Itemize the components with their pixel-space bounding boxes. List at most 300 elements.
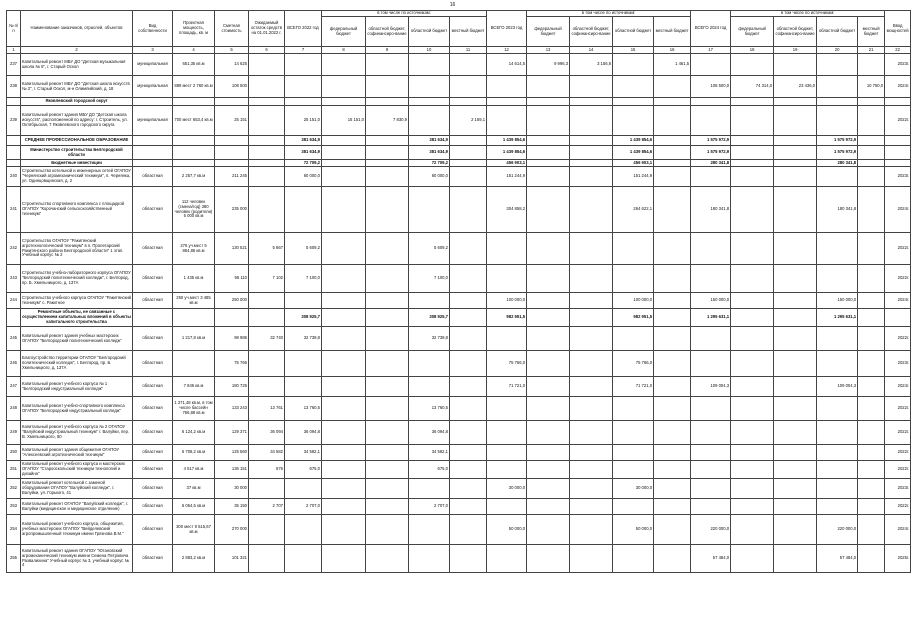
year-cell: 2025г. [885,545,911,573]
amount-cell [731,98,774,106]
amount-cell: 150 000,0 [817,293,858,309]
year-cell: 2023г. [885,351,911,377]
amount-cell [654,545,691,573]
amount-cell [322,309,366,327]
amount-cell [249,377,285,397]
column-number: 9 [366,47,409,54]
amount-cell [731,187,774,233]
amount-cell [249,160,285,167]
amount-cell [570,98,613,106]
amount-cell [322,76,366,98]
section-title: СРЕДНЕЕ ПРОФЕССИОНАЛЬНОЕ ОБРАЗОВАНИЕ [21,136,133,146]
amount-cell [731,293,774,309]
amount-cell [613,106,654,136]
amount-cell: 1 295 631,1 [691,309,731,327]
column-number: 3 [133,47,173,54]
amount-cell [366,76,409,98]
amount-cell [450,545,487,573]
amount-cell [731,499,774,515]
ownership-cell [133,146,173,160]
amount-cell [858,106,885,136]
amount-cell [322,233,366,265]
table-row [7,499,911,515]
amount-cell [322,265,366,293]
header-name: Наименование заказчиков, отраслей, объектов [21,11,133,47]
amount-cell [858,397,885,421]
amount-cell [322,377,366,397]
amount-cell [322,293,366,309]
amount-cell: 23 436,0 [774,76,817,98]
amount-cell [691,499,731,515]
amount-cell [450,461,487,479]
capacity-cell: 889 мест 2 760 кв.м [173,76,215,98]
amount-cell [450,309,487,327]
section-title: Министерство строительства Белгородской области [21,146,133,160]
budget-table [6,10,911,573]
row-number [7,98,21,106]
amount-cell [731,309,774,327]
amount-cell: 25 151 [215,106,249,136]
amount-cell [858,461,885,479]
amount-cell [409,54,450,76]
column-number: 10 [409,47,450,54]
amount-cell [774,327,817,351]
amount-cell [570,106,613,136]
amount-cell [487,98,527,106]
header-local: местный бюджет [654,17,691,47]
capacity-cell: 6 054,5 кв.м [173,499,215,515]
amount-cell [817,499,858,515]
amount-cell: 75 766 [215,351,249,377]
amount-cell: 72 709,2 [285,160,322,167]
amount-cell [487,499,527,515]
amount-cell [691,397,731,421]
capacity-cell [173,160,215,167]
header-group-2024: в том числе по источникам: [731,11,885,17]
amount-cell [570,136,613,146]
amount-cell [858,160,885,167]
amount-cell [817,167,858,187]
amount-cell [450,397,487,421]
amount-cell: 30 000,0 [613,479,654,499]
amount-cell: 95 110 [215,265,249,293]
object-name: Капитальный ремонт ОГАПОУ "Валуйский колледж", г. Валуйки (медицинское и медицинское отделение) [21,499,133,515]
amount-cell [691,167,731,187]
row-number: 245 [7,327,21,351]
ownership-cell: областная [133,515,173,545]
amount-cell [249,54,285,76]
amount-cell [731,146,774,160]
amount-cell [527,351,570,377]
amount-cell [858,545,885,573]
section-row [7,309,911,327]
capacity-cell: 651,35 кв.м [173,54,215,76]
table-row [7,187,911,233]
amount-cell: 1 439 854,6 [613,146,654,160]
header-remaining: Ожидаемый остаток средств на 01.01.2022 г. [249,11,285,47]
amount-cell [487,76,527,98]
header-oblast: областной бюджет [817,17,858,47]
amount-cell [570,160,613,167]
object-name: Благоустройство территории ОГАПОУ "Белгородский политехнический колледж", г. Белгород, пр. Б. Хмельницкого, д. 137А [21,351,133,377]
amount-cell [527,377,570,397]
amount-cell: 35 150 [215,499,249,515]
capacity-cell: 276 уч.мест 5 864,86 кв.м [173,233,215,265]
column-number: 15 [613,47,654,54]
amount-cell: 129 371 [215,421,249,445]
amount-cell: 220 000,0 [817,515,858,545]
capacity-cell [173,98,215,106]
amount-cell [654,515,691,545]
amount-cell [654,351,691,377]
amount-cell: 5 609,2 [409,233,450,265]
row-number: 243 [7,265,21,293]
amount-cell [613,461,654,479]
amount-cell: 57 484,0 [691,545,731,573]
amount-cell [613,54,654,76]
capacity-cell: 2 883,2 кв.м [173,545,215,573]
table-row [7,515,911,545]
capacity-cell [173,136,215,146]
year-cell: 2023г. [885,54,911,76]
amount-cell [774,545,817,573]
amount-cell [322,98,366,106]
amount-cell [774,515,817,545]
amount-cell: 2 707,0 [409,499,450,515]
header-group-2023: в том числе по источникам: [527,11,691,17]
row-number [7,136,21,146]
amount-cell: 101 321 [215,545,249,573]
amount-cell [691,265,731,293]
amount-cell [322,327,366,351]
amount-cell: 60 000,0 [285,167,322,187]
amount-cell [409,545,450,573]
amount-cell [774,309,817,327]
amount-cell [249,167,285,187]
ownership-cell: областная [133,351,173,377]
amount-cell [731,351,774,377]
amount-cell [285,377,322,397]
amount-cell [654,377,691,397]
amount-cell [527,327,570,351]
column-number: 14 [570,47,613,54]
column-number: 17 [691,47,731,54]
object-name: Капитальный ремонт учебно-спортивного комплекса ОГАПОУ "Белгородский индустриальный колледж" [21,397,133,421]
amount-cell [731,106,774,136]
amount-cell [527,76,570,98]
header-total-2024: ВСЕГО 2024 год [691,11,731,47]
row-number: 253 [7,499,21,515]
amount-cell [249,479,285,499]
capacity-cell: 1 371,48 кв.м, в том числе бассейн 766,88 кв.м [173,397,215,421]
amount-cell [774,233,817,265]
amount-cell [774,421,817,445]
ownership-cell: областная [133,499,173,515]
table-row [7,479,911,499]
amount-cell [654,499,691,515]
amount-cell [817,351,858,377]
amount-cell [249,98,285,106]
amount-cell [366,160,409,167]
amount-cell: 280 341,8 [817,160,858,167]
amount-cell: 308 925,7 [285,309,322,327]
amount-cell [249,351,285,377]
amount-cell: 109 004,3 [817,377,858,397]
amount-cell [858,293,885,309]
amount-cell [249,106,285,136]
amount-cell [215,309,249,327]
ownership-cell: областная [133,445,173,461]
amount-cell: 32 739,8 [285,327,322,351]
amount-cell [654,233,691,265]
object-name: Капитальный ремонт учебного корпуса № 2 ОГАПОУ "Валуйский индустриальный техникум" г. Валуйки, пер. В. Хмельницкого, 80 [21,421,133,445]
amount-cell [654,327,691,351]
ownership-cell: областная [133,327,173,351]
ownership-cell [133,98,173,106]
amount-cell [731,233,774,265]
amount-cell [285,545,322,573]
amount-cell [450,233,487,265]
object-name: Капитальный ремонт котельной с заменой оборудования ОГАПОУ "Валуйский колледж", г. Валуйки, ул. Горького, 41 [21,479,133,499]
amount-cell [613,76,654,98]
year-cell: 2022г. [885,397,911,421]
amount-cell [817,76,858,98]
amount-cell [366,479,409,499]
table-row [7,445,911,461]
amount-cell: 2 707,0 [285,499,322,515]
ownership-cell: муниципальная [133,76,173,98]
amount-cell: 109 004,3 [691,377,731,397]
table-row [7,327,911,351]
row-number: 249 [7,421,21,445]
amount-cell [774,167,817,187]
amount-cell [731,445,774,461]
amount-cell [817,265,858,293]
amount-cell [654,106,691,136]
amount-cell: 180 341,8 [817,187,858,233]
amount-cell [322,515,366,545]
amount-cell [817,397,858,421]
row-number: 252 [7,479,21,499]
amount-cell: 250 000 [215,293,249,309]
header-federal: федеральный бюджет [527,17,570,47]
amount-cell [691,479,731,499]
column-number: 8 [322,47,366,54]
amount-cell [450,136,487,146]
amount-cell [527,233,570,265]
amount-cell [450,351,487,377]
amount-cell [450,515,487,545]
header-ownership: Вид собственности [133,11,173,47]
amount-cell: 36 094 [249,421,285,445]
row-number: 251 [7,461,21,479]
amount-cell [527,479,570,499]
amount-cell [450,445,487,461]
table-row [7,397,911,421]
amount-cell [731,167,774,187]
amount-cell: 36 094,8 [409,421,450,445]
amount-cell: 130 521 [215,233,249,265]
amount-cell: 982 951,5 [613,309,654,327]
amount-cell [366,445,409,461]
amount-cell: 676 [249,461,285,479]
table-row [7,106,911,136]
header-no: № п/п [7,11,21,47]
amount-cell [366,293,409,309]
amount-cell [817,98,858,106]
amount-cell [774,98,817,106]
amount-cell [285,54,322,76]
row-number: 244 [7,293,21,309]
amount-cell [731,377,774,397]
amount-cell [858,54,885,76]
table-row [7,293,911,309]
amount-cell [249,136,285,146]
amount-cell [570,421,613,445]
amount-cell: 308 925,7 [409,309,450,327]
capacity-cell: 5 708,2 кв.м [173,445,215,461]
amount-cell [570,265,613,293]
row-number: 254 [7,515,21,545]
table-row [7,545,911,573]
table-row [7,421,911,445]
amount-cell [774,499,817,515]
year-cell: 2023г. [885,167,911,187]
table-row [7,377,911,397]
row-number: 237 [7,54,21,76]
amount-cell [774,265,817,293]
column-number: 20 [817,47,858,54]
section-row [7,98,911,106]
amount-cell [858,167,885,187]
amount-cell [285,76,322,98]
amount-cell [249,187,285,233]
column-number: 18 [731,47,774,54]
amount-cell [285,293,322,309]
object-name: Капитальный ремонт здания общежития ОГАПОУ "Алексеевский агротехнический техникум" [21,445,133,461]
amount-cell [409,377,450,397]
amount-cell [487,397,527,421]
amount-cell [215,160,249,167]
amount-cell: 75 766,0 [613,351,654,377]
amount-cell: 136 151 [215,461,249,479]
header-local: местный бюджет [450,17,487,47]
amount-cell [527,445,570,461]
amount-cell: 15 151,0 [322,106,366,136]
amount-cell: 57 484,0 [817,545,858,573]
amount-cell [817,327,858,351]
amount-cell [731,160,774,167]
amount-cell: 2 707 [249,499,285,515]
amount-cell [858,499,885,515]
amount-cell [654,445,691,461]
amount-cell [570,233,613,265]
amount-cell: 50 000,0 [487,515,527,545]
object-name: Строительство ОГАПОУ "Ракитянский агротехнологический техникум" в п. Пролетарский Ракитянского района Белгородской области" 1 этап. Учебный корпус № 2 [21,233,133,265]
amount-cell [817,106,858,136]
amount-cell: 304 858,2 [487,187,527,233]
amount-cell [858,351,885,377]
amount-cell [570,327,613,351]
amount-cell [450,76,487,98]
amount-cell: 220 000,0 [691,515,731,545]
amount-cell [285,98,322,106]
capacity-cell: 7 846 кв.м [173,377,215,397]
amount-cell [450,265,487,293]
year-cell [885,136,911,146]
amount-cell [450,479,487,499]
amount-cell: 1 461,5 [654,54,691,76]
amount-cell [366,187,409,233]
amount-cell [613,421,654,445]
amount-cell [527,309,570,327]
year-cell: 2022г. [885,327,911,351]
amount-cell [409,293,450,309]
amount-cell [366,351,409,377]
capacity-cell [173,351,215,377]
amount-cell [527,146,570,160]
amount-cell [366,146,409,160]
amount-cell: 74 314,0 [731,76,774,98]
row-number: 239 [7,106,21,136]
row-number [7,309,21,327]
amount-cell [409,187,450,233]
amount-cell: 34 582,1 [409,445,450,461]
amount-cell [654,265,691,293]
amount-cell: 13 760,5 [409,397,450,421]
amount-cell: 7 830,9 [366,106,409,136]
amount-cell [613,265,654,293]
amount-cell [527,160,570,167]
header-total-2022: ВСЕГО 2022 год [285,11,322,47]
amount-cell: 1 575 972,9 [691,146,731,160]
amount-cell [774,146,817,160]
amount-cell [613,545,654,573]
amount-cell [527,499,570,515]
object-name: Капитальный ремонт здания учебных мастерских ОГАПОУ "Белгородский политехнический колледж" [21,327,133,351]
amount-cell: 30 000 [215,479,249,499]
header-local: местный бюджет [858,17,885,47]
year-cell [885,146,911,160]
amount-cell: 456 903,1 [487,160,527,167]
amount-cell [322,461,366,479]
amount-cell [527,98,570,106]
amount-cell: 2 169,1 [450,106,487,136]
amount-cell [570,499,613,515]
column-number-row [7,47,911,54]
amount-cell: 34 582 [249,445,285,461]
amount-cell [691,461,731,479]
ownership-cell [133,136,173,146]
amount-cell: 381 634,9 [285,146,322,160]
amount-cell: 150 000,0 [691,293,731,309]
ownership-cell: областная [133,233,173,265]
column-number: 19 [774,47,817,54]
amount-cell [215,146,249,160]
object-name: Капитальный ремонт учебного корпуса, общежития, учебных мастерских ОГАПОУ "Вейделевский агропромышленный техникум имени Грязнова В.М." [21,515,133,545]
amount-cell: 98 986 [215,327,249,351]
amount-cell [654,98,691,106]
object-name: Капитальный ремонт учебного корпуса № 1 "Белгородский индустриальный колледж" [21,377,133,397]
amount-cell [570,397,613,421]
amount-cell [731,421,774,445]
capacity-cell: 250 уч.мест 3 485 кв.м [173,293,215,309]
amount-cell [450,160,487,167]
amount-cell [527,461,570,479]
amount-cell: 108 500 [215,76,249,98]
amount-cell: 14 625 [215,54,249,76]
amount-cell [322,167,366,187]
